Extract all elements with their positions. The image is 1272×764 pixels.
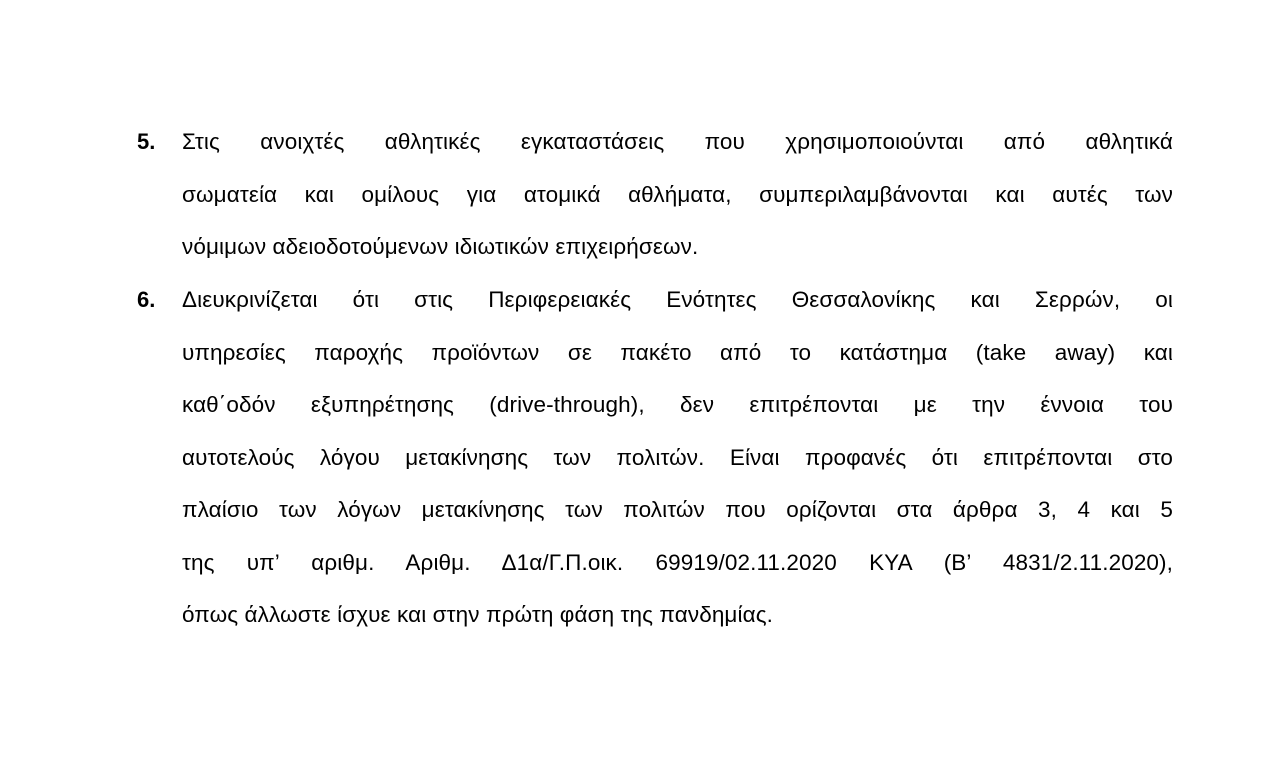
list-item-number: 5.	[137, 129, 156, 154]
text-line: αυτοτελούς λόγου μετακίνησης των πολιτών. Είναι προφανές ότι επιτρέπονται στο	[182, 444, 1173, 470]
text-line: καθ΄οδόν εξυπηρέτησης (drive-through), δεν επιτρέπονται με την έννοια του	[182, 392, 1173, 417]
text-line: πλαίσιο των λόγων μετακίνησης των πολιτών που ορίζονται στα άρθρα 3, 4 και 5	[182, 497, 1173, 522]
text-line: Στις ανοιχτές αθλητικές εγκαταστάσεις που χρησιμοποιούνται από αθλητικά	[182, 129, 1173, 154]
text-line: Διευκρινίζεται ότι στις Περιφερειακές Ενότητες Θεσσαλονίκης και Σερρών, οι	[182, 287, 1173, 312]
text-line: νόμιμων αδειοδοτούμενων ιδιωτικών επιχειρήσεων.	[182, 234, 699, 259]
text-line: της υπ’ αριθμ. Αριθμ. Δ1α/Γ.Π.οικ. 69919/02.11.2020 ΚΥΑ (Β’ 4831/2.11.2020),	[182, 549, 1173, 575]
list-item-number: 6.	[137, 287, 156, 312]
text-line: σωματεία και ομίλους για ατομικά αθλήματα, συμπεριλαμβάνονται και αυτές των	[182, 181, 1173, 207]
list-item-text	[182, 274, 1173, 642]
text-line: όπως άλλωστε ίσχυε και στην πρώτη φάση της πανδημίας.	[182, 602, 773, 627]
list-item-text	[182, 116, 1173, 274]
text-line: υπηρεσίες παροχής προϊόντων σε πακέτο από το κατάστημα (take away) και	[182, 339, 1173, 365]
